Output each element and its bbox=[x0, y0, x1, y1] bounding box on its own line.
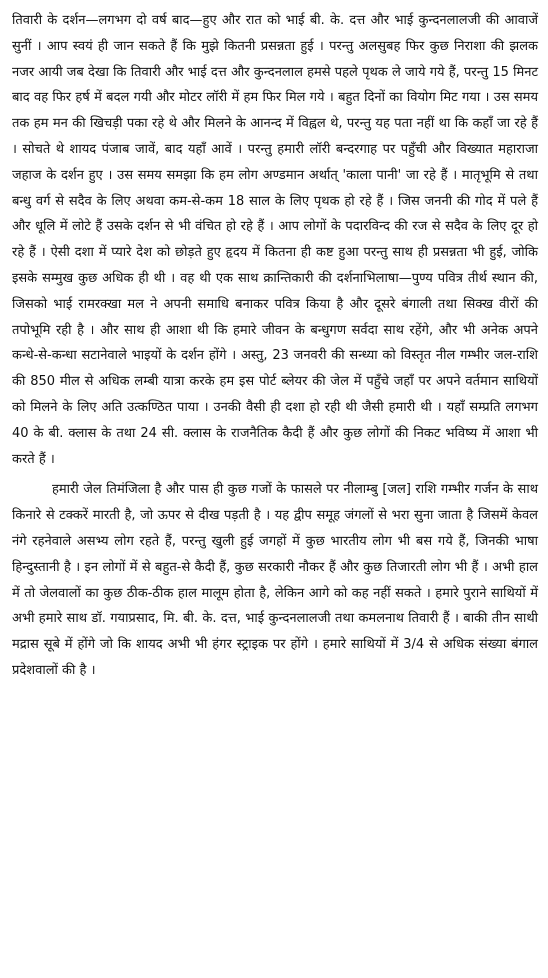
paragraph-1: तिवारी के दर्शन—लगभग दो वर्ष बाद—हुए और रात को भाई बी. के. दत्त और भाई कुन्दनलालजी की आवाजें सुनीं । आप स्वयं ही जान सकते हैं कि मुझे कितनी प्रसन्नता हुई । परन्तु अलसुबह फिर कुछ निराशा की झलक नजर आयी जब देखा कि तिवारी और भाई दत्त और कुन्दनलाल हमसे पहले पृथक ले जाये गये हैं, परन्तु 15 मिनट बाद वह फिर हर्ष में बदल गयी और मोटर लॉरी में हम फिर मिल गये । बहुत दिनों का वियोग मिट गया । उस समय तक हम मन की खिचड़ी पका रहे थे और मिलने के आनन्द में विह्वल थे, परन्तु यह पता नहीं था कि कहाँ जा रहे हैं । सोचते थे शायद पंजाब जावें, बाद यहाँ आवें । परन्तु हमारी लॉरी बन्दरगाह पर पहुँची और विख्यात महाराजा जहाज के दर्शन हुए । उस समय समझा कि हम लोग अण्डमान अर्थात् 'काला पानी' जा रहे हैं । मातृभूमि से तथा बन्धु वर्ग से सदैव के लिए अथवा कम-से-कम 18 साल के लिए पृथक हो रहे हैं । जिस जननी की गोद में पले हैं और धूलि में लोटे हैं उसके दर्शन से भी वंचित हो रहे हैं । आप लोगों के पदारविन्द की रज से सदैव के लिए दूर हो रहे हैं । ऐसी दशा में प्यारे देश को छोड़ते हुए हृदय में कितना ही कष्ट हुआ परन्तु साथ ही प्रसन्नता भी हुई, जोकि इसके सम्मुख कुछ अधिक ही थी । वह थी एक साथ क्रान्तिकारी की दर्शनाभिलाषा—पुण्य पवित्र तीर्थ स्थान की, जिसको भाई रामरक्खा मल ने अपनी समाधि बनाकर पवित्र किया है और दूसरे बंगाली तथा सिक्ख वीरों की तपोभूमि रही है । और साथ ही आशा थी कि हमारे जीवन के बन्धुगण सर्वदा साथ रहेंगे, और भी अनेक अपने कन्धे-से-कन्धा सटानेवाले भाइयों के दर्शन होंगे । अस्तु, 23 जनवरी की सन्ध्या को विस्तृत नील गम्भीर जल-राशि की 850 मील से अधिक लम्बी यात्रा करके हम इस पोर्ट ब्लेयर की जेल में पहुँचे जहाँ पर अपने वर्तमान साथियों को मिलने के लिए अति उत्कण्ठित पाया । उनकी वैसी ही दशा हो रही थी जैसी हमारी थी । यहाँ सम्प्रति लगभग 40 के बी. क्लास के तथा 24 सी. क्लास के राजनैतिक कैदी हैं और कुछ लोगों की निकट भविष्य में आशा भी करते हैं । bbox=[12, 13, 538, 467]
paragraph-2: हमारी जेल तिमंजिला है और पास ही कुछ गजों के फासले पर नीलाम्बु [जल] राशि गम्भीर गर्जन के साथ किनारे से टक्करें मारती है, जो ऊपर से दीख पड़ती है । यह द्वीप समूह जंगलों से भरा सुना जाता है जिसमें केवल नंगे रहनेवाले असभ्य लोग रहते हैं, परन्तु खुली हुई जगहों में कुछ भारतीय लोग भी बस गये हैं, जिनकी भाषा हिन्दुस्तानी है । इन लोगों में से बहुत-से कैदी हैं, कुछ सरकारी नौकर हैं और कुछ तिजारती लोग भी हैं । अभी हाल में तो जेलवालों का कुछ ठीक-ठीक हाल मालूम होता है, लेकिन आगे को कह नहीं सकते । हमारे पुराने साथियों में अभी हमारे साथ डॉ. गयाप्रसाद, मि. बी. के. दत्त, भाई कुन्दनलालजी तथा कमलनाथ तिवारी हैं । बाकी तीन साथी मद्रास सूबे में होंगे जो कि शायद अभी भी हंगर स्ट्राइक पर होंगे । हमारे साथियों में 3/4 से अधिक संख्या बंगाल प्रदेशवालों की है । bbox=[12, 482, 538, 678]
